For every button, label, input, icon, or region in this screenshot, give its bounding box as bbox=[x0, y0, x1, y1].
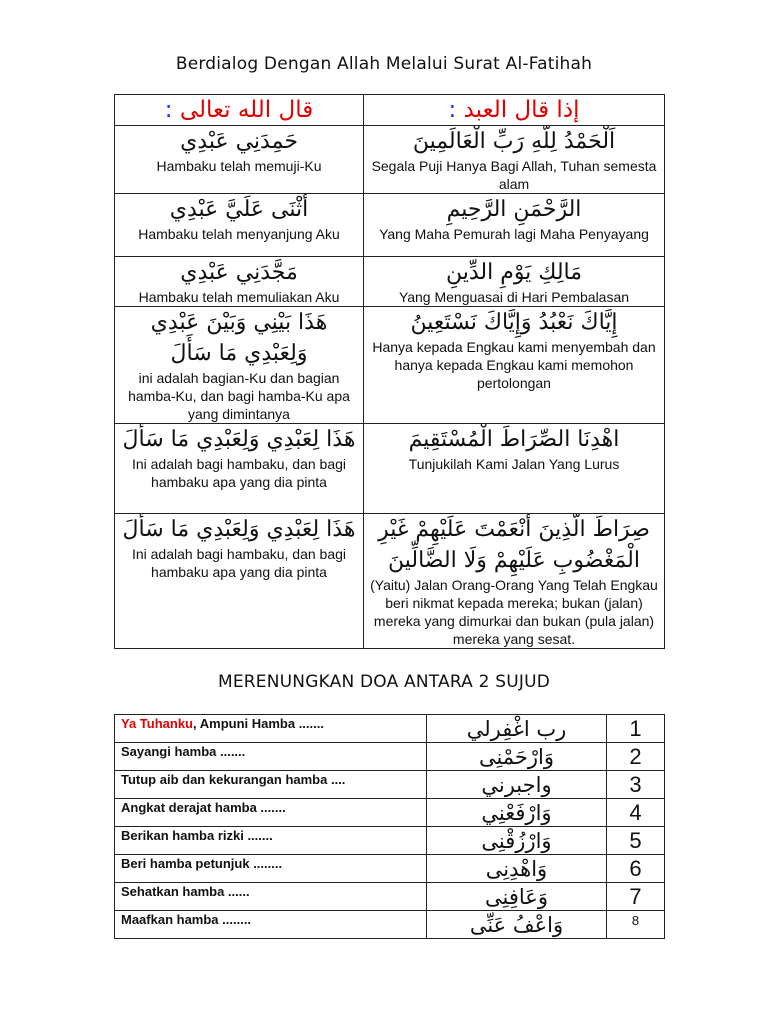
dua-arabic: وَارْفَعْنِي bbox=[427, 799, 607, 827]
dua-meaning: Beri hamba petunjuk ........ bbox=[115, 855, 427, 883]
allah-arabic: مَجَّدَنِي عَبْدِي bbox=[180, 260, 298, 285]
allah-cell bbox=[115, 257, 364, 307]
table-row bbox=[115, 743, 665, 771]
table-row bbox=[115, 771, 665, 799]
dua-number: 8 bbox=[607, 911, 665, 939]
dua-meaning: Sayangi hamba ....... bbox=[115, 743, 427, 771]
abd-translation: Tunjukilah Kami Jalan Yang Lurus bbox=[408, 456, 620, 472]
abd-cell bbox=[364, 126, 665, 194]
dua-arabic: واجبرني bbox=[427, 771, 607, 799]
abd-cell bbox=[364, 257, 665, 307]
allah-translation: Ini adalah bagi hambaku, dan bagi hambaku apa yang dia pinta bbox=[131, 546, 347, 580]
dua-meaning: Tutup aib dan kekurangan hamba .... bbox=[115, 771, 427, 799]
table-row bbox=[115, 424, 665, 514]
allah-translation: Hambaku telah menyanjung Aku bbox=[138, 226, 340, 242]
header-allah-cell bbox=[115, 95, 364, 126]
abd-cell bbox=[364, 514, 665, 649]
dua-meaning-red: Ya Tuhanku bbox=[121, 716, 193, 731]
dua-number: 4 bbox=[607, 799, 665, 827]
allah-translation: Ini adalah bagi hambaku, dan bagi hambaku apa yang dia pinta bbox=[131, 456, 347, 490]
allah-cell bbox=[115, 194, 364, 257]
dua-arabic: وَارْزُقْنِى bbox=[427, 827, 607, 855]
table-row bbox=[115, 827, 665, 855]
abd-translation: (Yaitu) Jalan Orang-Orang Yang Telah Engkau beri nikmat kepada mereka; bukan (jalan) mereka yang dimurkai dan bukan (pula jalan) mereka yang sesat. bbox=[370, 577, 658, 647]
abd-arabic: اَلْحَمْدُ لِلَّهِ رَبِّ الْعَالَمِينَ bbox=[412, 129, 616, 154]
dua-number: 5 bbox=[607, 827, 665, 855]
abd-arabic: مَالِكِ يَوْمِ الدِّينِ bbox=[445, 260, 583, 285]
page-title: Berdialog Dengan Allah Melalui Surat Al-Fatihah bbox=[175, 54, 593, 74]
abd-cell bbox=[364, 424, 665, 514]
table-row bbox=[115, 514, 665, 649]
dua-meaning: Sehatkan hamba ...... bbox=[115, 883, 427, 911]
abd-arabic: صِرَاطَ الَّذِينَ أَنْعَمْتَ عَلَيْهِمْ غَيْرِ الْمَغْضُوبِ عَلَيْهِمْ وَلَا الضَّالِّينَ bbox=[378, 517, 650, 573]
allah-arabic: أَثْنَى عَلَيَّ عَبْدِي bbox=[169, 197, 309, 222]
table-row bbox=[115, 883, 665, 911]
allah-cell bbox=[115, 424, 364, 514]
abd-translation: Yang Menguasai di Hari Pembalasan bbox=[398, 289, 630, 305]
abd-cell bbox=[364, 307, 665, 424]
dua-number: 1 bbox=[607, 715, 665, 743]
dua-meaning-rest: , Ampuni Hamba ....... bbox=[193, 716, 324, 731]
table-row bbox=[115, 307, 665, 424]
table-row bbox=[115, 715, 665, 743]
table-row bbox=[115, 911, 665, 939]
table-row bbox=[115, 194, 665, 257]
header-abd-cell bbox=[364, 95, 665, 126]
abd-translation: Hanya kepada Engkau kami menyembah dan hanya kepada Engkau kami memohon pertolongan bbox=[372, 339, 656, 391]
section-title: MERENUNGKAN DOA ANTARA 2 SUJUD bbox=[217, 672, 550, 692]
allah-cell bbox=[115, 307, 364, 424]
allah-translation: Hambaku telah memuji-Ku bbox=[156, 158, 322, 174]
allah-arabic: هَذَا بَيْنِي وَبَيْنَ عَبْدِي وَلِعَبْدِي مَا سَأَلَ bbox=[150, 310, 328, 366]
header-colon: : bbox=[448, 97, 457, 123]
table-header-row bbox=[115, 95, 665, 126]
allah-translation: ini adalah bagian-Ku dan bagian hamba-Ku, dan bagi hamba-Ku apa yang dimintanya bbox=[128, 370, 350, 422]
dua-number: 7 bbox=[607, 883, 665, 911]
dua-table bbox=[114, 714, 665, 939]
dua-meaning: Maafkan hamba ........ bbox=[115, 911, 427, 939]
dua-arabic: وَعَافِنِى bbox=[427, 883, 607, 911]
abd-translation: Segala Puji Hanya Bagi Allah, Tuhan semesta alam bbox=[371, 158, 657, 192]
dua-meaning bbox=[115, 715, 427, 743]
dua-arabic: رب اغْفِرلي bbox=[427, 715, 607, 743]
abd-translation: Yang Maha Pemurah lagi Maha Penyayang bbox=[379, 226, 649, 242]
table-row bbox=[115, 257, 665, 307]
dua-number: 6 bbox=[607, 855, 665, 883]
allah-arabic: هَذَا لِعَبْدِي وَلِعَبْدِي مَا سَأَلَ bbox=[122, 427, 356, 452]
abd-arabic: الرَّحْمَنِ الرَّحِيمِ bbox=[446, 197, 582, 222]
abd-arabic: اهْدِنَا الصِّرَاطَ الْمُسْتَقِيمَ bbox=[408, 427, 620, 452]
dua-arabic: وَارْحَمْنِى bbox=[427, 743, 607, 771]
dua-arabic: وَاعْفُ عَنِّى bbox=[427, 911, 607, 939]
header-allah: قال الله تعالى bbox=[179, 97, 314, 123]
table-row bbox=[115, 855, 665, 883]
allah-cell bbox=[115, 514, 364, 649]
dua-number: 3 bbox=[607, 771, 665, 799]
allah-arabic: حَمِدَنِي عَبْدِي bbox=[180, 129, 298, 154]
dua-number: 2 bbox=[607, 743, 665, 771]
abd-arabic: إِيَّاكَ نَعْبُدُ وَإِيَّاكَ نَسْتَعِينُ bbox=[410, 310, 618, 335]
dua-arabic: وَاهْدِنِى bbox=[427, 855, 607, 883]
table-row bbox=[115, 126, 665, 194]
abd-cell bbox=[364, 194, 665, 257]
dua-meaning: Berikan hamba rizki ....... bbox=[115, 827, 427, 855]
allah-translation: Hambaku telah memuliakan Aku bbox=[138, 289, 340, 305]
dua-meaning: Angkat derajat hamba ....... bbox=[115, 799, 427, 827]
header-abd: إذا قال العبد bbox=[463, 97, 580, 123]
header-colon: : bbox=[164, 97, 173, 123]
table-row bbox=[115, 799, 665, 827]
allah-arabic: هَذَا لِعَبْدِي وَلِعَبْدِي مَا سَأَلَ bbox=[122, 517, 356, 542]
allah-cell bbox=[115, 126, 364, 194]
fatihah-dialog-table bbox=[114, 94, 665, 649]
